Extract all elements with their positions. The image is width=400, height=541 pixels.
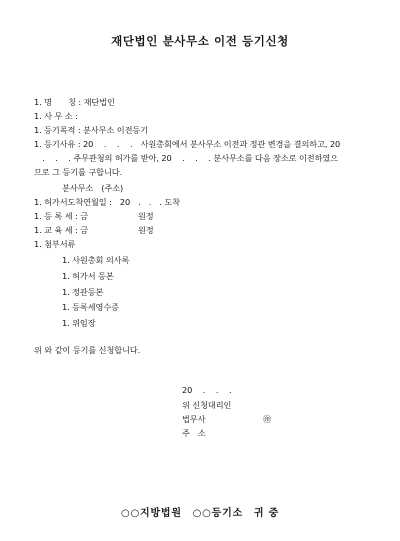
court-registry-footer: ○○지방법원 ○○등기소 귀 중 (120, 508, 280, 519)
signature-address: 주 소 (182, 428, 206, 438)
field-registration-tax-unit: 원정 (138, 211, 154, 221)
attachment-item: 1. 위임장 (62, 318, 96, 328)
field-education-tax-unit: 원정 (138, 225, 154, 235)
attachments-label: 1. 첨부서류 (34, 239, 76, 249)
closing-statement: 위 와 같이 등기를 신청합니다. (34, 345, 141, 355)
attachment-item: 1. 등록세영수증 (62, 302, 119, 312)
signature-date: 20 . . . (182, 385, 232, 395)
field-permit-date: 1. 허가서도착연월일 : 20 . . . 도착 (34, 197, 180, 207)
field-registration-tax: 1. 등 록 세 : 금 (34, 211, 89, 221)
field-name: 1. 명 칭 : 재단법인 (34, 97, 115, 107)
attachment-item: 1. 정관등본 (62, 287, 104, 297)
field-education-tax: 1. 교 육 세 : 금 (34, 225, 89, 235)
field-reason-line1: 1. 등기사유 : 20 . . . 사원총회에서 분사무소 이전과 정관 변경을 결의하고, 20 (34, 139, 341, 149)
field-reason-line2: . . . 주무관청의 허가를 받아, 20 . . . 분사무소를 다음 장소로 이전하였으 (34, 153, 339, 163)
signature-lawyer: 법무사 (182, 414, 206, 424)
seal-mark: ㊞ (263, 414, 272, 424)
attachment-item: 1. 사원총회 의사록 (62, 255, 130, 265)
field-purpose: 1. 등기목적 : 분사무소 이전등기 (34, 125, 148, 135)
signature-applicant: 위 신청대리인 (182, 400, 232, 410)
document-title: 재단법인 분사무소 이전 등기신청 (111, 34, 289, 48)
field-reason-line3: 므로 그 등기를 구합니다. (34, 167, 123, 177)
attachment-item: 1. 허가서 등본 (62, 271, 114, 281)
field-office: 1. 사 무 소 : (34, 111, 78, 121)
field-branch-address: 분사무소 (주소) (62, 183, 124, 193)
